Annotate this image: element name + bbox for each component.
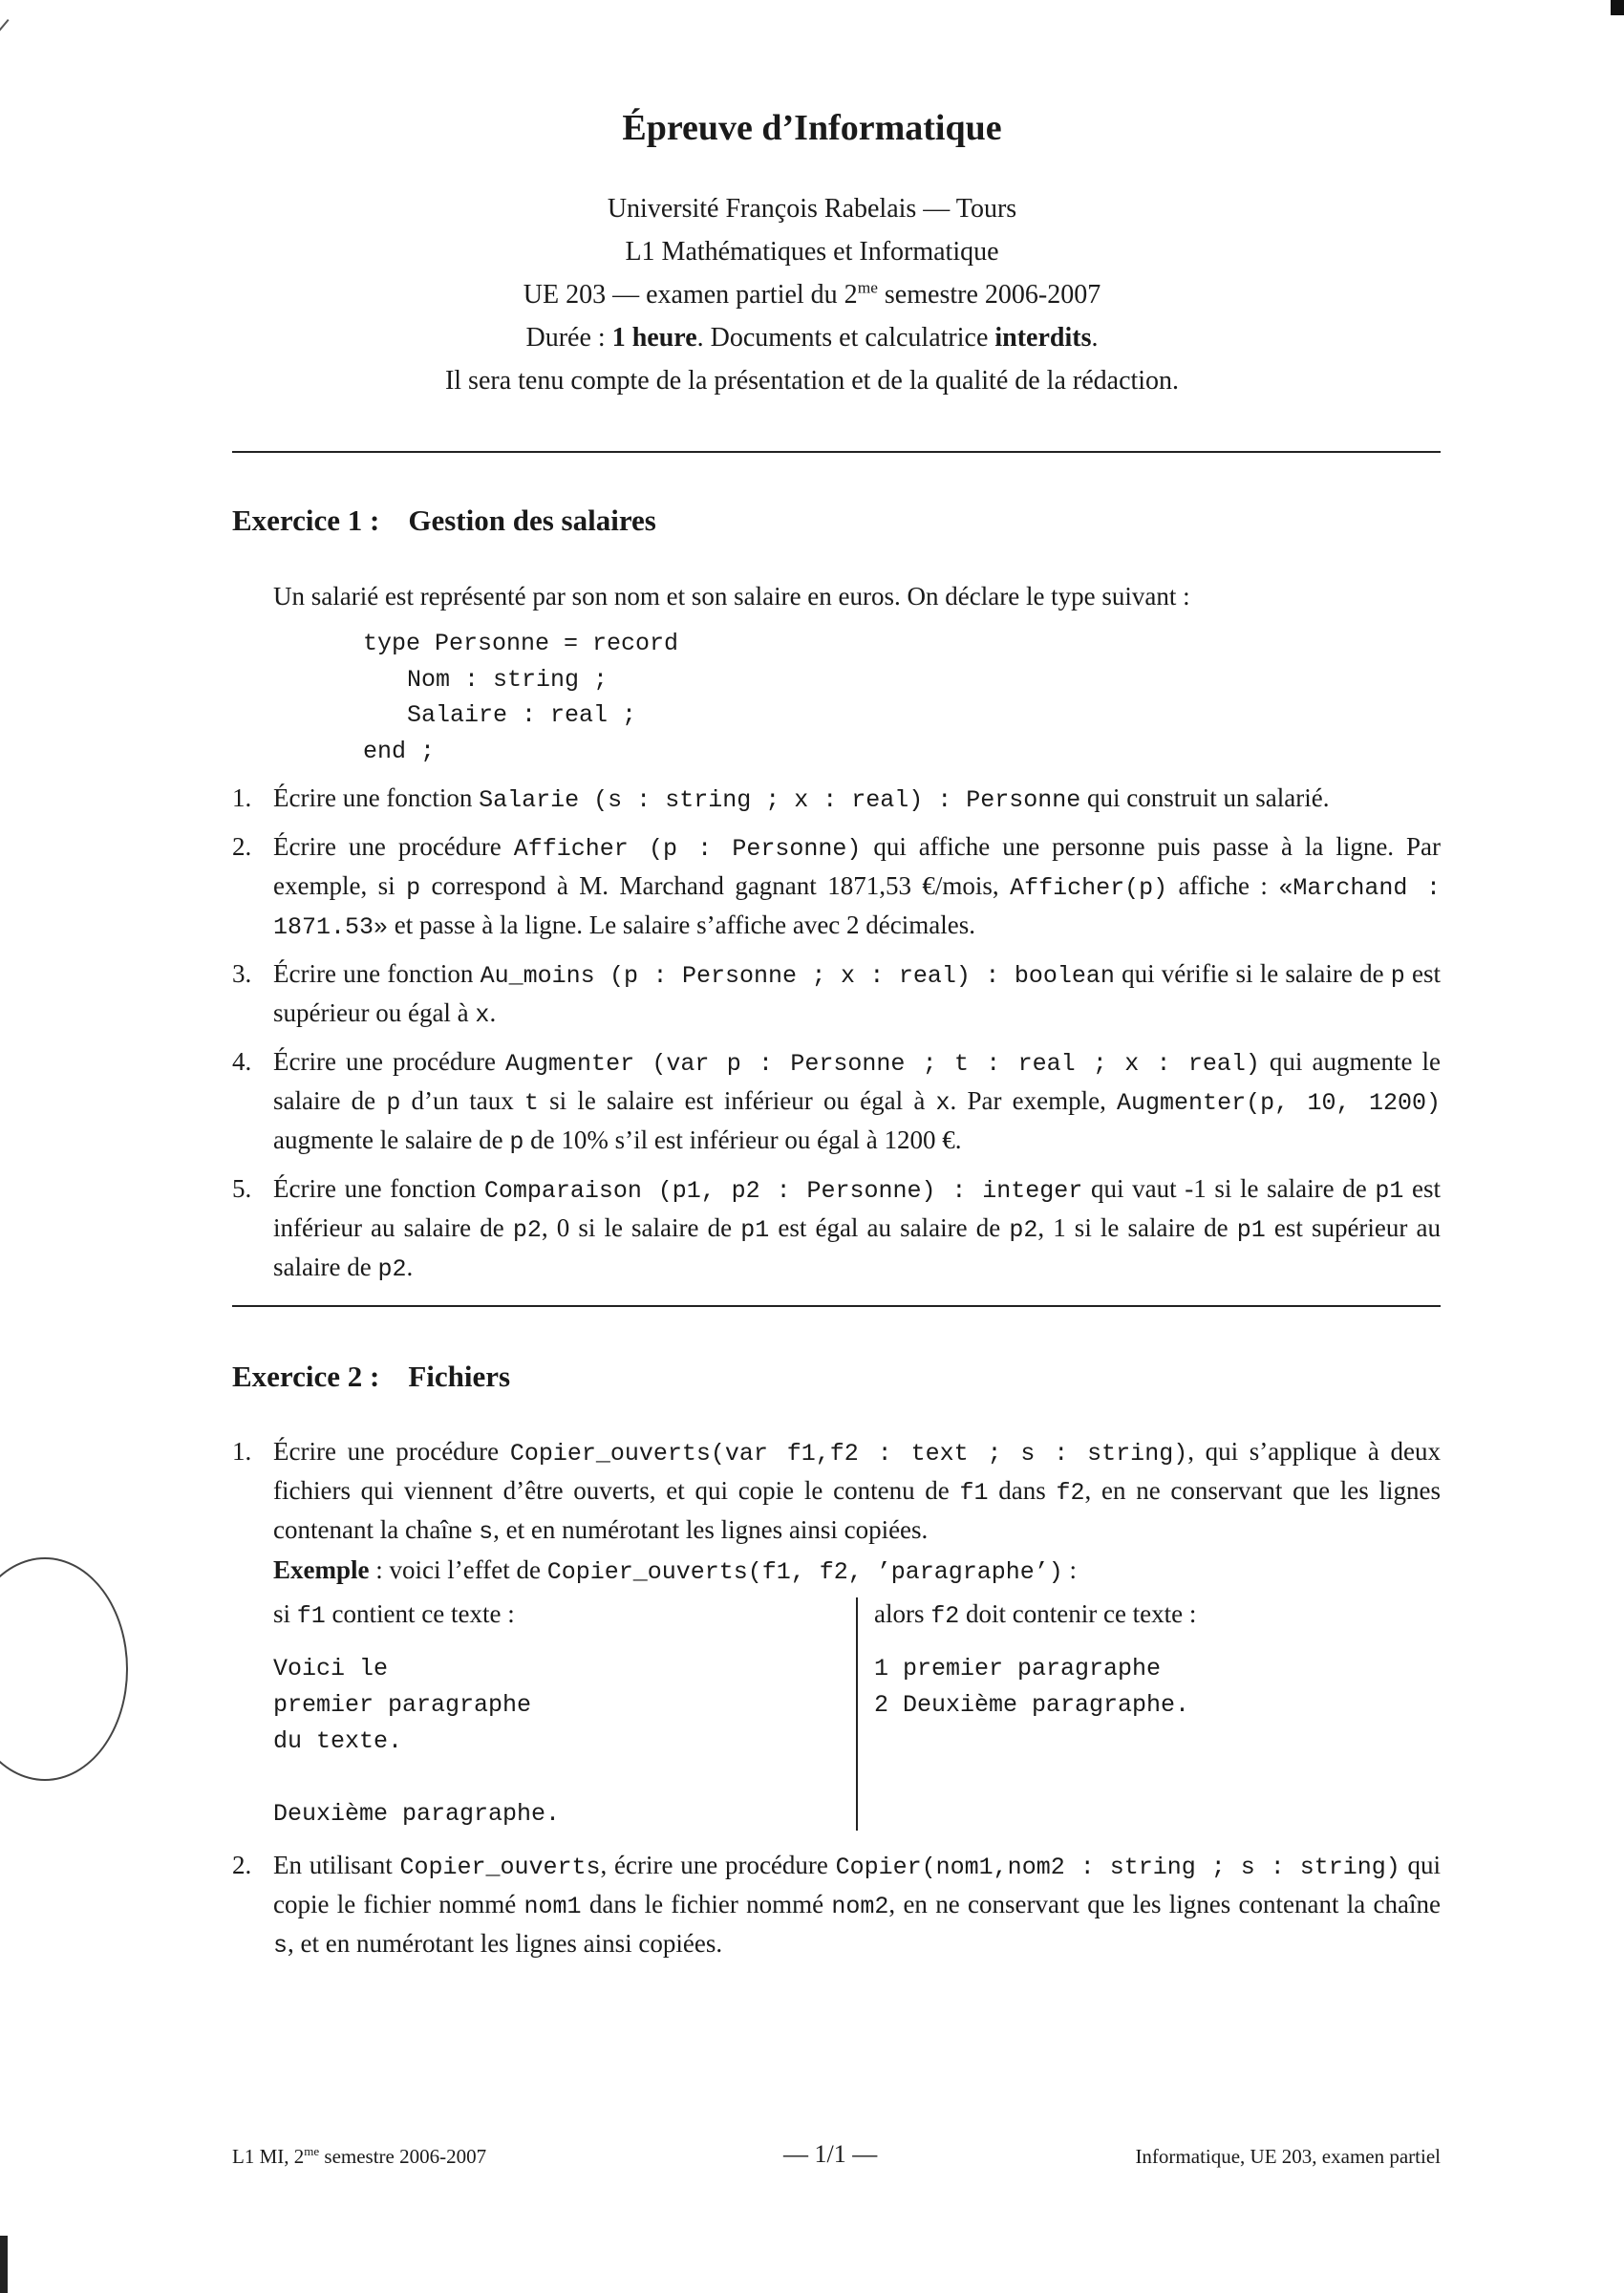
question-1-4: 4. Écrire une procédure Augmenter (var p : Personne ; t : real ; x : real) qui augmente le salaire de p d’un taux t si le salaire est inférieur ou égal à x. Par exemple, Augmenter(p, 10, 1200) augmente le salaire de p de 10% s’il est inférieur ou égal à 1200 €. (232, 1047, 1441, 1156)
example-heading: Exemple : voici l’effet de Copier_ouverts(f1, f2, ’paragraphe’) : (273, 1555, 1078, 1586)
example-input-label: si f1 contient ce texte : (273, 1599, 515, 1630)
example-output-text: 1 premier paragraphe 2 Deuxième paragraphe. (874, 1655, 1190, 1719)
question-2-2: 2. En utilisant Copier_ouverts, écrire une procédure Copier(nom1,nom2 : string ; s : string) qui copie le fichier nommé nom1 dans le fichier nommé nom2, en ne conservant que les lignes contenant la chaîne s, et en numérotant les lignes ainsi copiées. (232, 1851, 1441, 1960)
notice-line: Il sera tenu compte de la présentation et de la qualité de la rédaction. (444, 366, 1180, 396)
example-input-text: Voici le premier paragraphe du texte. Deuxième paragraphe. (273, 1655, 561, 1828)
exercise-1-intro: Un salarié est représenté par son nom et son salaire en euros. On déclare le type suivant : (273, 582, 1190, 611)
exam-title: Épreuve d’Informatique (622, 108, 1002, 148)
record-type-code: type Personne = record Nom : string ; Salaire : real ; end ; (363, 630, 679, 765)
punch-hole-shadow (0, 1557, 128, 1781)
exercise-2-heading: Exercice 2 : Fichiers (232, 1360, 511, 1393)
question-2-1: 1. Écrire une procédure Copier_ouverts(var f1,f2 : text ; s : string), qui s’applique à deux fichiers qui viennent d’être ouverts, et qui copie le contenu de f1 dans f2, en ne conservant que les lignes contenant la chaîne s, et en numérotant les lignes ainsi copiées. (232, 1437, 1442, 1546)
exercise-2-question-1 (232, 1433, 1441, 1560)
footer-left: L1 MI, $2^{me}$ semestre 2006-2007 (232, 2144, 487, 2168)
exercise-2-question-2 (232, 1847, 1441, 1974)
example-output-label: alors f2 doit contenir ce texte : (874, 1599, 1197, 1630)
question-1-3: 3. Écrire une fonction Au_moins (p : Personne ; x : real) : boolean qui vérifie si le salaire de p est supérieur ou égal à x. (232, 959, 1442, 1029)
scan-pen-mark (0, 19, 10, 101)
question-1-1: 1. Écrire une fonction Salarie (s : string ; x : real) : Personne qui construit un salarié. (232, 783, 1330, 814)
scan-edge-mark (0, 2236, 8, 2293)
scan-corner-mark (1611, 0, 1624, 15)
university-line: Université François Rabelais — Tours (607, 194, 1017, 224)
duration-line: Durée : 1 heure. Documents et calculatrice interdits. (525, 323, 1099, 353)
exam-line: UE 203 — examen partiel du $2^{me}$ semestre 2006-2007 (523, 278, 1101, 310)
example-column-separator (856, 1597, 858, 1831)
divider-top (232, 451, 1441, 453)
divider-middle (232, 1305, 1441, 1307)
program-line: L1 Mathématiques et Informatique (625, 237, 999, 267)
page-number: — 1/1 — (783, 2140, 878, 2168)
question-1-2: 2. Écrire une procédure Afficher (p : Personne) qui affiche une personne puis passe à la ligne. Par exemple, si p correspond à M. Marchand gagnant 1871,53 €/mois, Afficher(p) affiche : «Marchand : 1871.53» et passe à la ligne. Le salaire s’affiche avec 2 décimales. (232, 832, 1442, 941)
question-1-5: 5. Écrire une fonction Comparaison (p1, p2 : Personne) : integer qui vaut -1 si le salaire de p1 est inférieur au salaire de p2, 0 si le salaire de p1 est égal au salaire de p2, 1 si le salaire de p1 est supérieur au salaire de p2. (232, 1174, 1441, 1283)
exercise-1-heading: Exercice 1 : Gestion des salaires (232, 504, 656, 537)
exercise-1-questions (232, 780, 1441, 1297)
footer-right: Informatique, UE 203, examen partiel (1135, 2145, 1441, 2168)
